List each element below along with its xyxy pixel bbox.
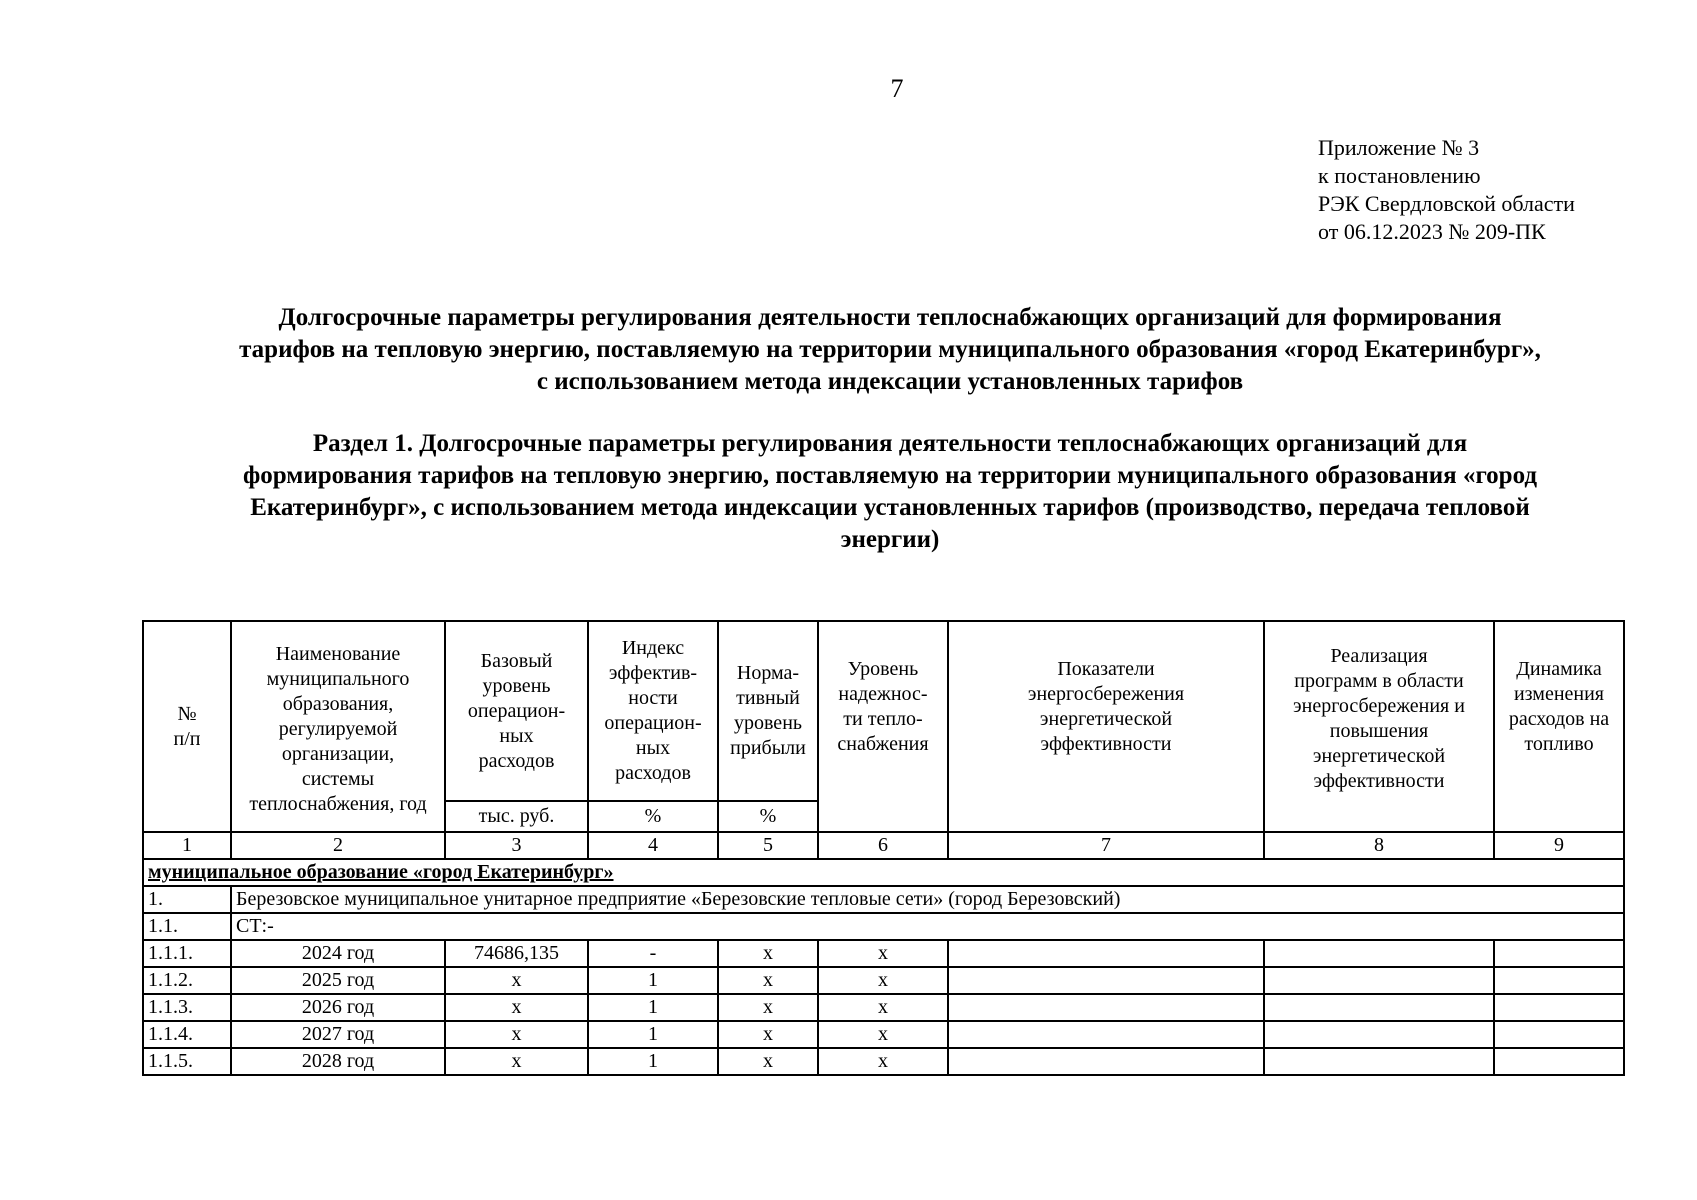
profit-cell: х (718, 994, 818, 1021)
reliability-cell: х (818, 1048, 948, 1075)
unit-percent: % (588, 801, 718, 832)
column-number: 2 (231, 832, 445, 859)
year-cell: 2026 год (231, 994, 445, 1021)
table-row (143, 967, 1624, 994)
efficiency-index-cell: 1 (588, 1048, 718, 1075)
reliability-cell: х (818, 940, 948, 967)
table-row (143, 1048, 1624, 1075)
column-number: 8 (1264, 832, 1494, 859)
energy-saving-cell (948, 994, 1264, 1021)
appendix-reference (1318, 134, 1575, 246)
header-base-opex: Базовый уровень операцион- ных расходов (445, 621, 588, 801)
header-programs: Реализация программ в области энергосбережения и повышения энергетической эффективности (1264, 621, 1494, 832)
document-title (140, 302, 1640, 398)
column-number: 3 (445, 832, 588, 859)
row-number: 1.1.2. (143, 967, 231, 994)
header-energy-saving: Показатели энергосбережения энергетической эффективности (948, 621, 1264, 832)
table-row (143, 940, 1624, 967)
column-number: 4 (588, 832, 718, 859)
unit-percent: % (718, 801, 818, 832)
column-number: 6 (818, 832, 948, 859)
reliability-cell: х (818, 1021, 948, 1048)
system-name: СТ:- (231, 913, 1624, 940)
fuel-dynamics-cell (1494, 967, 1624, 994)
profit-cell: х (718, 1048, 818, 1075)
base-opex-cell: 74686,135 (445, 940, 588, 967)
table-row (143, 994, 1624, 1021)
base-opex-cell: х (445, 994, 588, 1021)
header-fuel-dynamics: Динамика изменения расходов на топливо (1494, 621, 1624, 832)
base-opex-cell: х (445, 1021, 588, 1048)
base-opex-cell: х (445, 1048, 588, 1075)
section-line: формирования тарифов на тепловую энергию, поставляемую на территории муниципального образования «город (242, 462, 1538, 489)
programs-cell (1264, 940, 1494, 967)
section-line: энергии) (840, 526, 940, 553)
appendix-line: к постановлению (1318, 163, 1481, 188)
column-number: 7 (948, 832, 1264, 859)
energy-saving-cell (948, 967, 1264, 994)
appendix-line: от 06.12.2023 № 209-ПК (1318, 219, 1546, 244)
appendix-line: Приложение № 3 (1318, 135, 1480, 160)
header-name: Наименование муниципального образования, регулируемой организации, системы теплоснабжения, год (231, 621, 445, 832)
efficiency-index-cell: 1 (588, 994, 718, 1021)
header-number: № п/п (143, 621, 231, 832)
year-cell: 2025 год (231, 967, 445, 994)
profit-cell: х (718, 1021, 818, 1048)
year-cell: 2024 год (231, 940, 445, 967)
section-line: Екатеринбург», с использованием метода индексации установленных тарифов (производство, передача тепловой (250, 494, 1530, 521)
programs-cell (1264, 967, 1494, 994)
title-line: Долгосрочные параметры регулирования деятельности теплоснабжающих организаций для формирования (278, 304, 1502, 331)
header-efficiency-index: Индекс эффектив- ности операцион- ных расходов (588, 621, 718, 801)
profit-cell: х (718, 940, 818, 967)
unit-thousand-rub: тыс. руб. (445, 801, 588, 832)
title-line: с использованием метода индексации установленных тарифов (536, 368, 1244, 395)
title-line: тарифов на тепловую энергию, поставляемую на территории муниципального образования «город Екатеринбург», (239, 336, 1541, 363)
fuel-dynamics-cell (1494, 940, 1624, 967)
row-number: 1.1. (143, 913, 231, 940)
row-number: 1.1.4. (143, 1021, 231, 1048)
efficiency-index-cell: 1 (588, 967, 718, 994)
row-number: 1. (143, 886, 231, 913)
year-cell: 2028 год (231, 1048, 445, 1075)
page-number: 7 (890, 74, 904, 103)
base-opex-cell: х (445, 967, 588, 994)
row-number: 1.1.3. (143, 994, 231, 1021)
year-cell: 2027 год (231, 1021, 445, 1048)
profit-cell: х (718, 967, 818, 994)
efficiency-index-cell: - (588, 940, 718, 967)
appendix-line: РЭК Свердловской области (1318, 191, 1575, 216)
row-number: 1.1.5. (143, 1048, 231, 1075)
table-row (143, 1021, 1624, 1048)
system-row (143, 913, 1624, 940)
header-reliability: Уровень надежнос- ти тепло- снабжения (818, 621, 948, 832)
fuel-dynamics-cell (1494, 1048, 1624, 1075)
column-number: 9 (1494, 832, 1624, 859)
column-number: 5 (718, 832, 818, 859)
organization-row (143, 886, 1624, 913)
programs-cell (1264, 1021, 1494, 1048)
fuel-dynamics-cell (1494, 1021, 1624, 1048)
row-number: 1.1.1. (143, 940, 231, 967)
column-number: 1 (143, 832, 231, 859)
energy-saving-cell (948, 1021, 1264, 1048)
section-line: Раздел 1. Долгосрочные параметры регулирования деятельности теплоснабжающих организаций для (312, 430, 1468, 457)
programs-cell (1264, 994, 1494, 1021)
reliability-cell: х (818, 967, 948, 994)
organization-name: Березовское муниципальное унитарное предприятие «Березовские тепловые сети» (город Березовский) (231, 886, 1624, 913)
header-normative-profit: Норма- тивный уровень прибыли (718, 621, 818, 801)
fuel-dynamics-cell (1494, 994, 1624, 1021)
column-number-row (143, 832, 1624, 859)
energy-saving-cell (948, 940, 1264, 967)
efficiency-index-cell: 1 (588, 1021, 718, 1048)
reliability-cell: х (818, 994, 948, 1021)
parameters-table (142, 620, 1625, 1076)
programs-cell (1264, 1048, 1494, 1075)
group-row (143, 859, 1624, 886)
energy-saving-cell (948, 1048, 1264, 1075)
section-title (140, 428, 1640, 556)
municipality-label: муниципальное образование «город Екатеринбург» (143, 859, 1624, 886)
